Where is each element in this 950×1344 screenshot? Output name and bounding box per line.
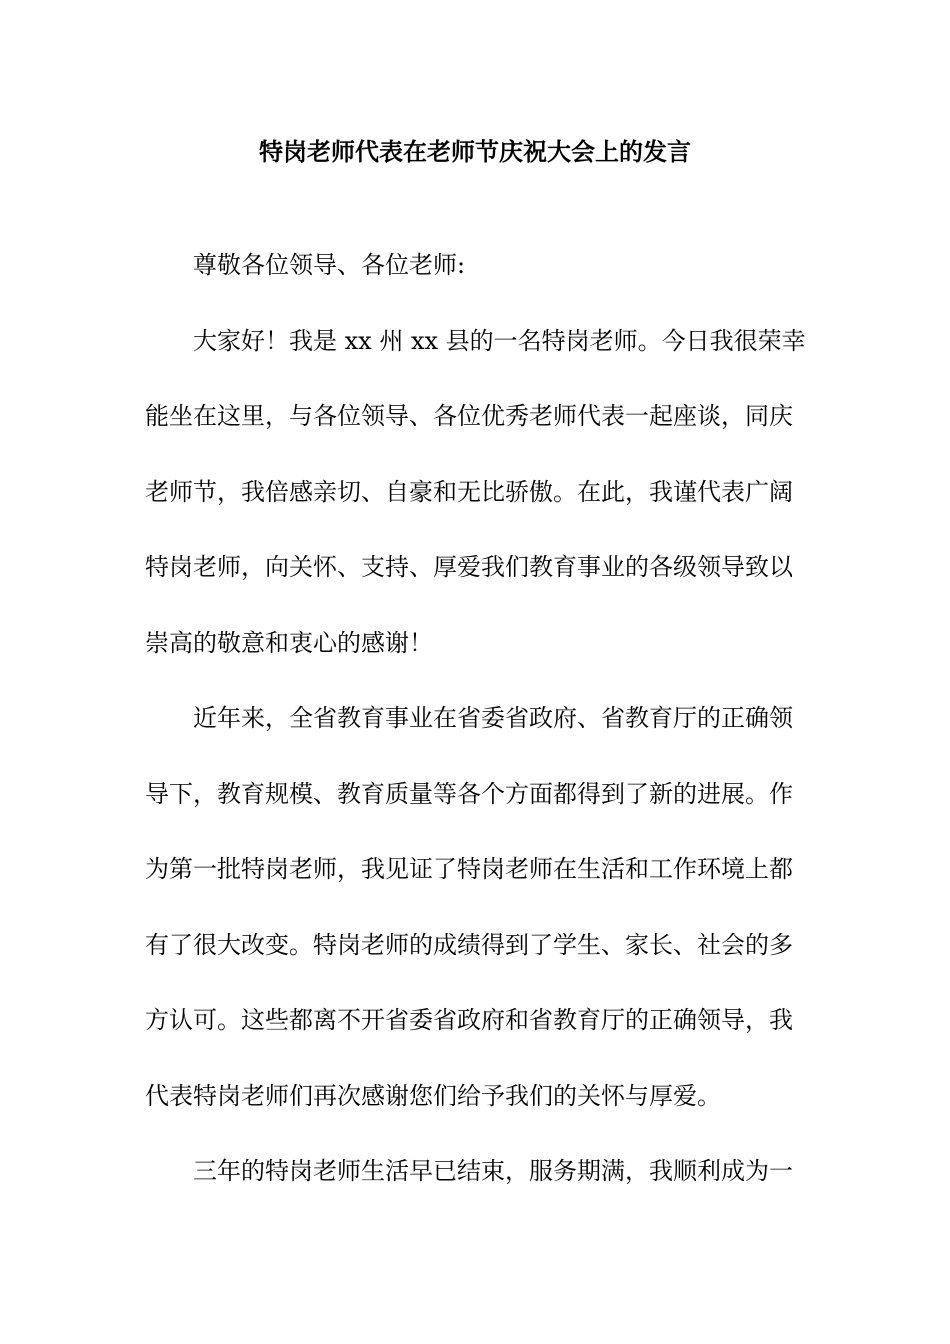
paragraph-line: 近年来，全省教育事业在省委省政府、省教育厅的正确领: [193, 704, 793, 732]
salutation-line: 尊敬各位领导、各位老师:: [193, 251, 466, 279]
paragraph-line: 特岗老师，向关怀、支持、厚爱我们教育事业的各级领导致以: [145, 553, 793, 581]
paragraph-line: 三年的特岗老师生活早已结束，服务期满，我顺利成为一: [193, 1157, 793, 1185]
paragraph-line: 方认可。这些都离不开省委省政府和省教育厅的正确领导，我: [145, 1006, 793, 1034]
paragraph-line: 老师节，我倍感亲切、自豪和无比骄傲。在此，我谨代表广阔: [145, 477, 793, 506]
paragraph-line: 有了很大改变。特岗老师的成绩得到了学生、家长、社会的多: [145, 930, 793, 959]
paragraph-line: 崇高的敬意和衷心的感谢！: [145, 628, 433, 657]
document-body: [145, 245, 809, 1227]
paragraph-line: 代表特岗老师们再次感谢您们给予我们的关怀与厚爱。: [145, 1081, 721, 1110]
paragraph-line: 大家好！我是 xx 州 xx 县的一名特岗老师。今日我很荣幸: [193, 326, 806, 355]
document-title: 特岗老师代表在老师节庆祝大会上的发言: [259, 137, 691, 166]
paragraph-line: 能坐在这里，与各位领导、各位优秀老师代表一起座谈，同庆: [145, 402, 793, 430]
paragraph-line: 为第一批特岗老师，我见证了特岗老师在生活和工作环境上都: [145, 855, 793, 883]
paragraph-line: 导下，教育规模、教育质量等各个方面都得到了新的进展。作: [145, 779, 793, 808]
